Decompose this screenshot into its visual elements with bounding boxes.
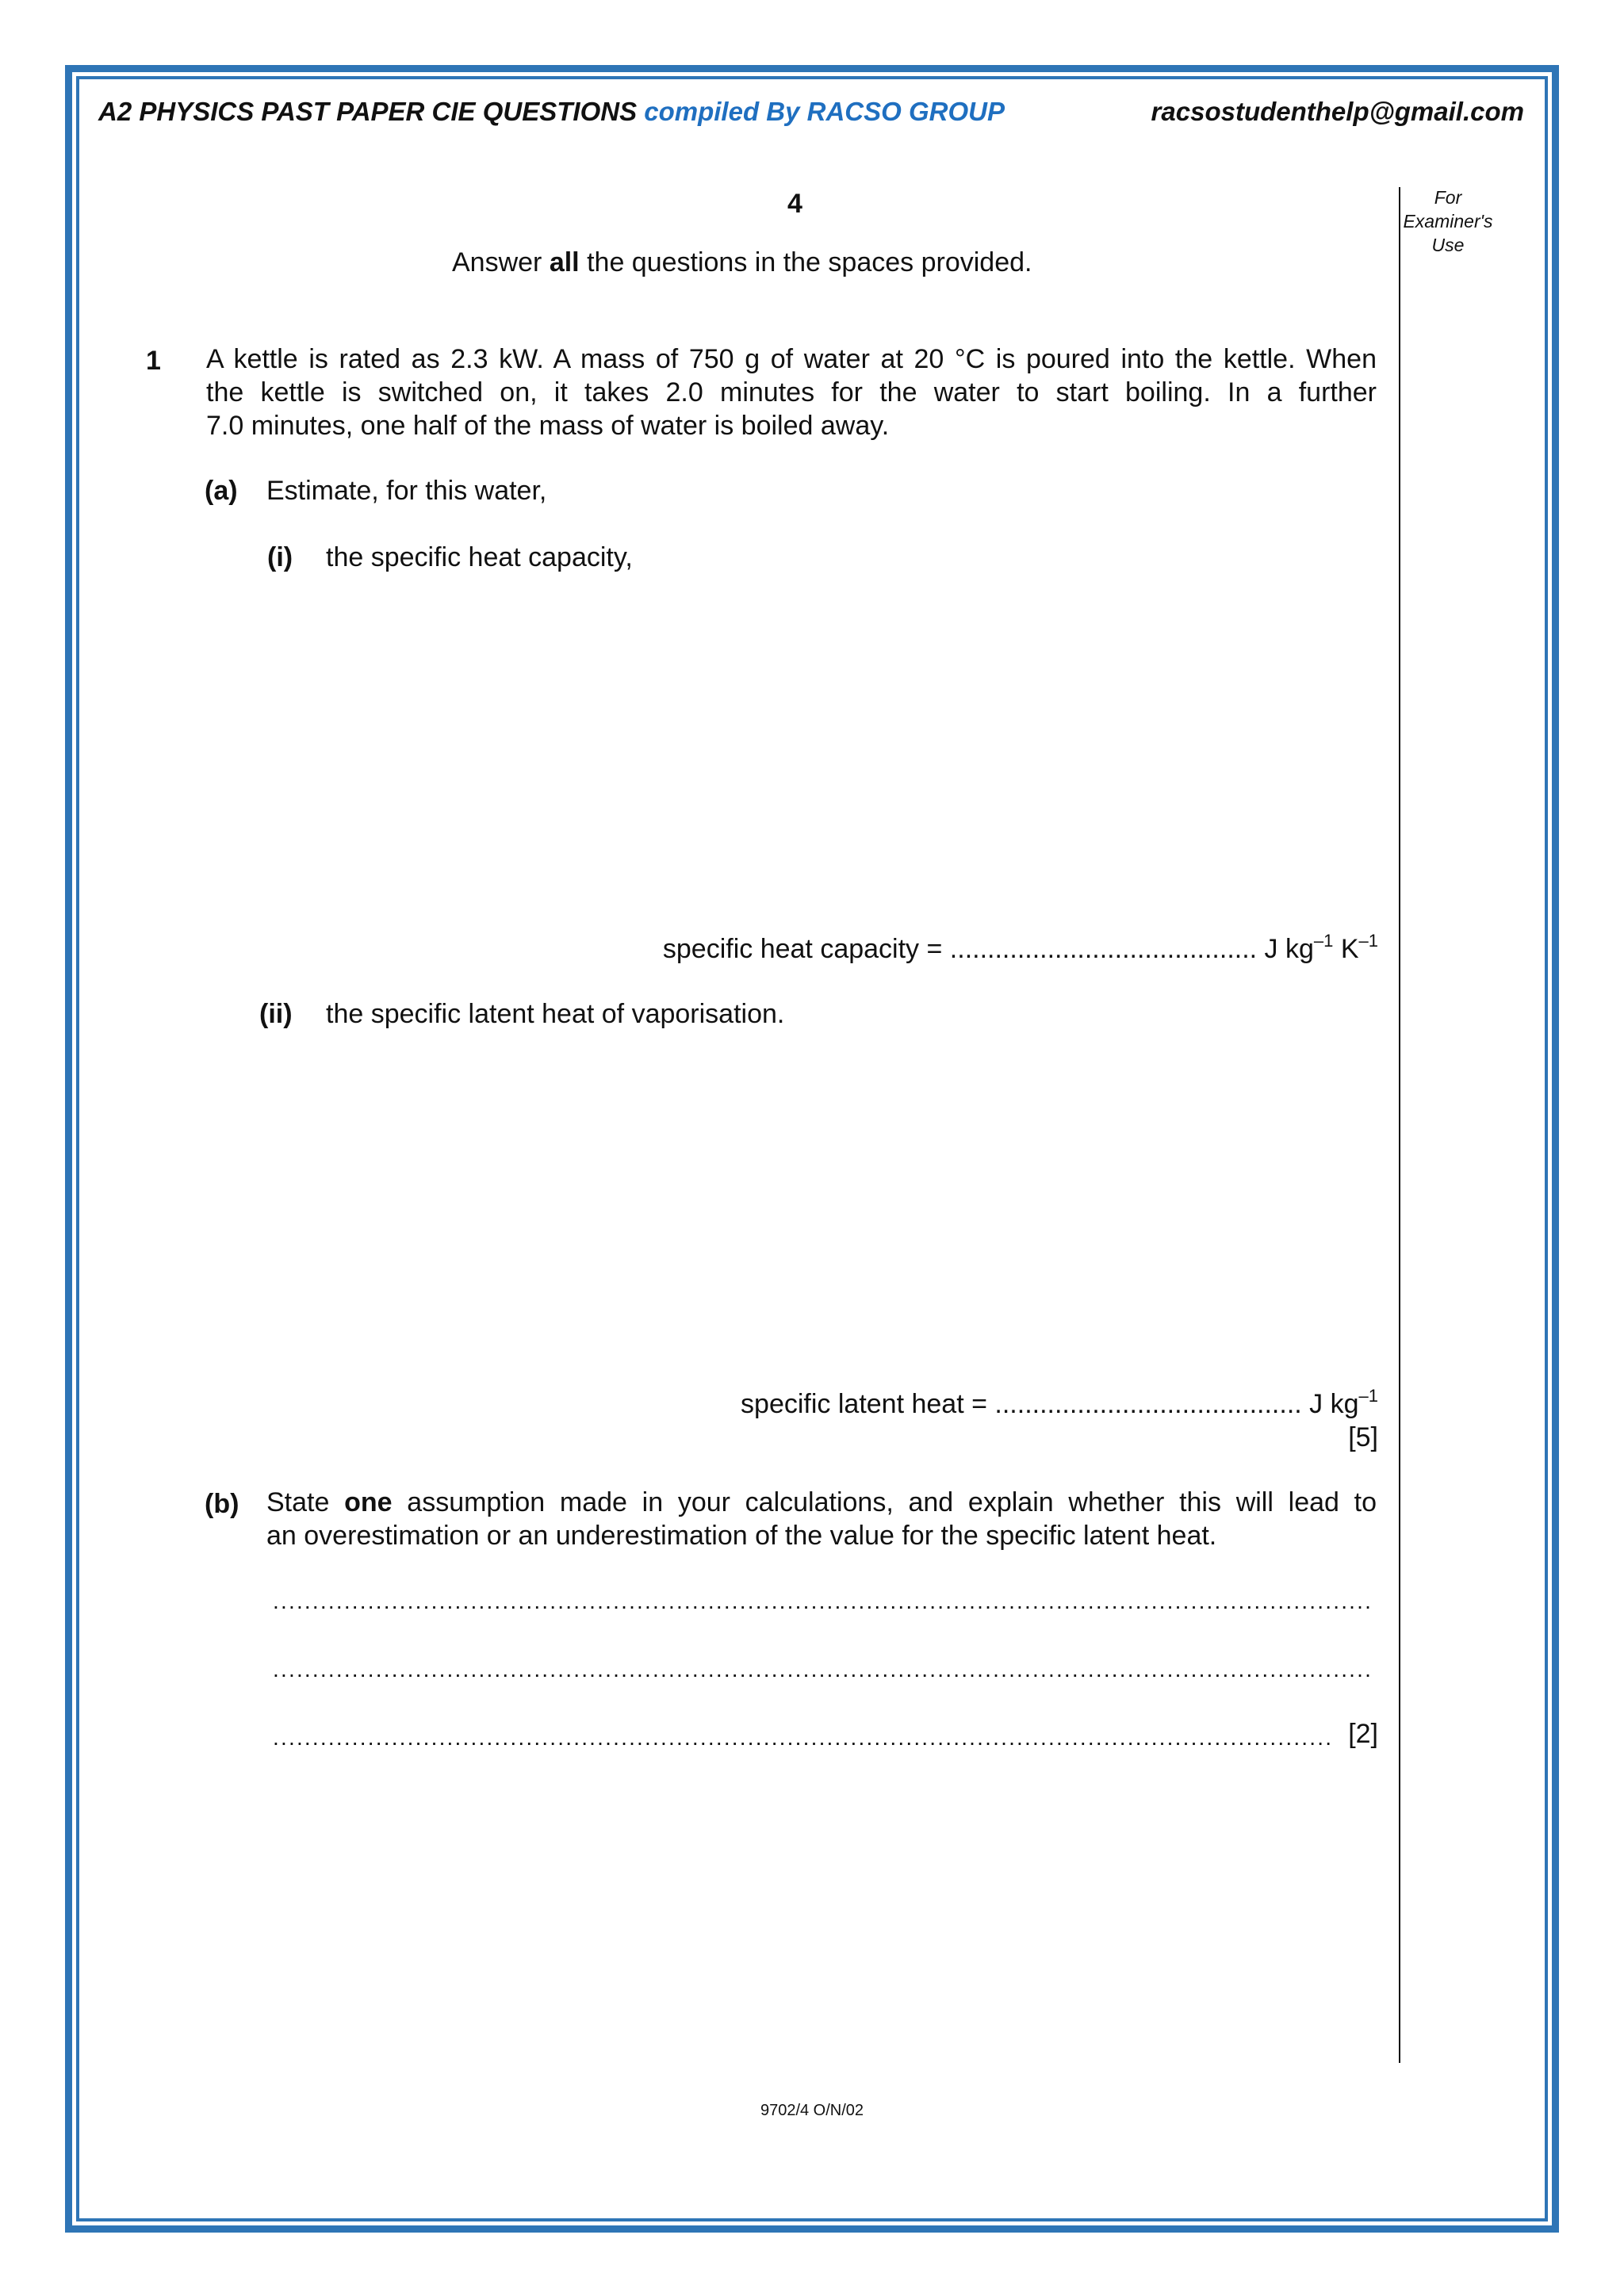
stem-line-3: 7.0 minutes, one half of the mass of water is boiled away. (206, 411, 890, 441)
page-number: 4 (787, 189, 802, 219)
examiner-line-2: Examiner's (1403, 211, 1493, 232)
part-a-ii-label: (ii) (259, 999, 293, 1029)
part-b-line-1: State one assumption made in your calculations, and explain whether this will lead to (266, 1487, 1377, 1517)
answer-dotted-line-1: ........................................................................................................................................... (273, 1590, 1373, 1613)
part-b-text (266, 1486, 1377, 1552)
part-a-i-label: (i) (267, 542, 293, 572)
instruction: Answer all the questions in the spaces provided. (452, 247, 1032, 277)
question-stem (206, 342, 1377, 442)
part-a-ii-text: the specific latent heat of vaporisation. (326, 999, 785, 1029)
answer-line-specific-heat: specific heat capacity = ......................................... J $kg^{-1}$ $K^{-1}$ (662, 931, 1378, 964)
examiner-use-label (1400, 186, 1496, 257)
stem-line-1: A kettle is rated as 2.3 kW. A mass of 750 g of water at 20 °C is poured into the kettle. When (206, 344, 1377, 374)
stem-line-2: the kettle is switched on, it takes 2.0 minutes for the water to start boiling. In a further (206, 377, 1377, 408)
question-number: 1 (146, 346, 161, 376)
header-email: racsostudenthelp@gmail.com (1151, 97, 1524, 126)
answer-dotted-line-2: ........................................................................................................................................... (273, 1659, 1373, 1681)
marks-part-a: [5] (1348, 1422, 1378, 1452)
examiner-line-3: Use (1431, 235, 1465, 255)
header-title-compiler: compiled By RACSO GROUP (644, 97, 1005, 126)
header-title (98, 97, 1005, 127)
answer-dotted-line-3: ...................................................................................................................................... (273, 1727, 1334, 1749)
marks-part-b: [2] (1348, 1719, 1378, 1749)
answer-line-latent-heat: specific latent heat = ......................................... J $kg^{-1}$ (741, 1386, 1378, 1419)
part-a-i-text: the specific heat capacity, (326, 542, 633, 572)
header-title-main: A2 PHYSICS PAST PAPER CIE QUESTIONS (98, 97, 638, 126)
part-a-label: (a) (205, 476, 238, 506)
examiner-line-1: For (1434, 187, 1462, 208)
examiner-margin-line (1399, 187, 1400, 2063)
part-a-text: Estimate, for this water, (266, 476, 547, 506)
part-b-label: (b) (205, 1489, 239, 1519)
footer-code: 9702/4 O/N/02 (760, 2102, 864, 2119)
part-b-line-2: an overestimation or an underestimation of the value for the specific latent heat. (266, 1521, 1217, 1551)
